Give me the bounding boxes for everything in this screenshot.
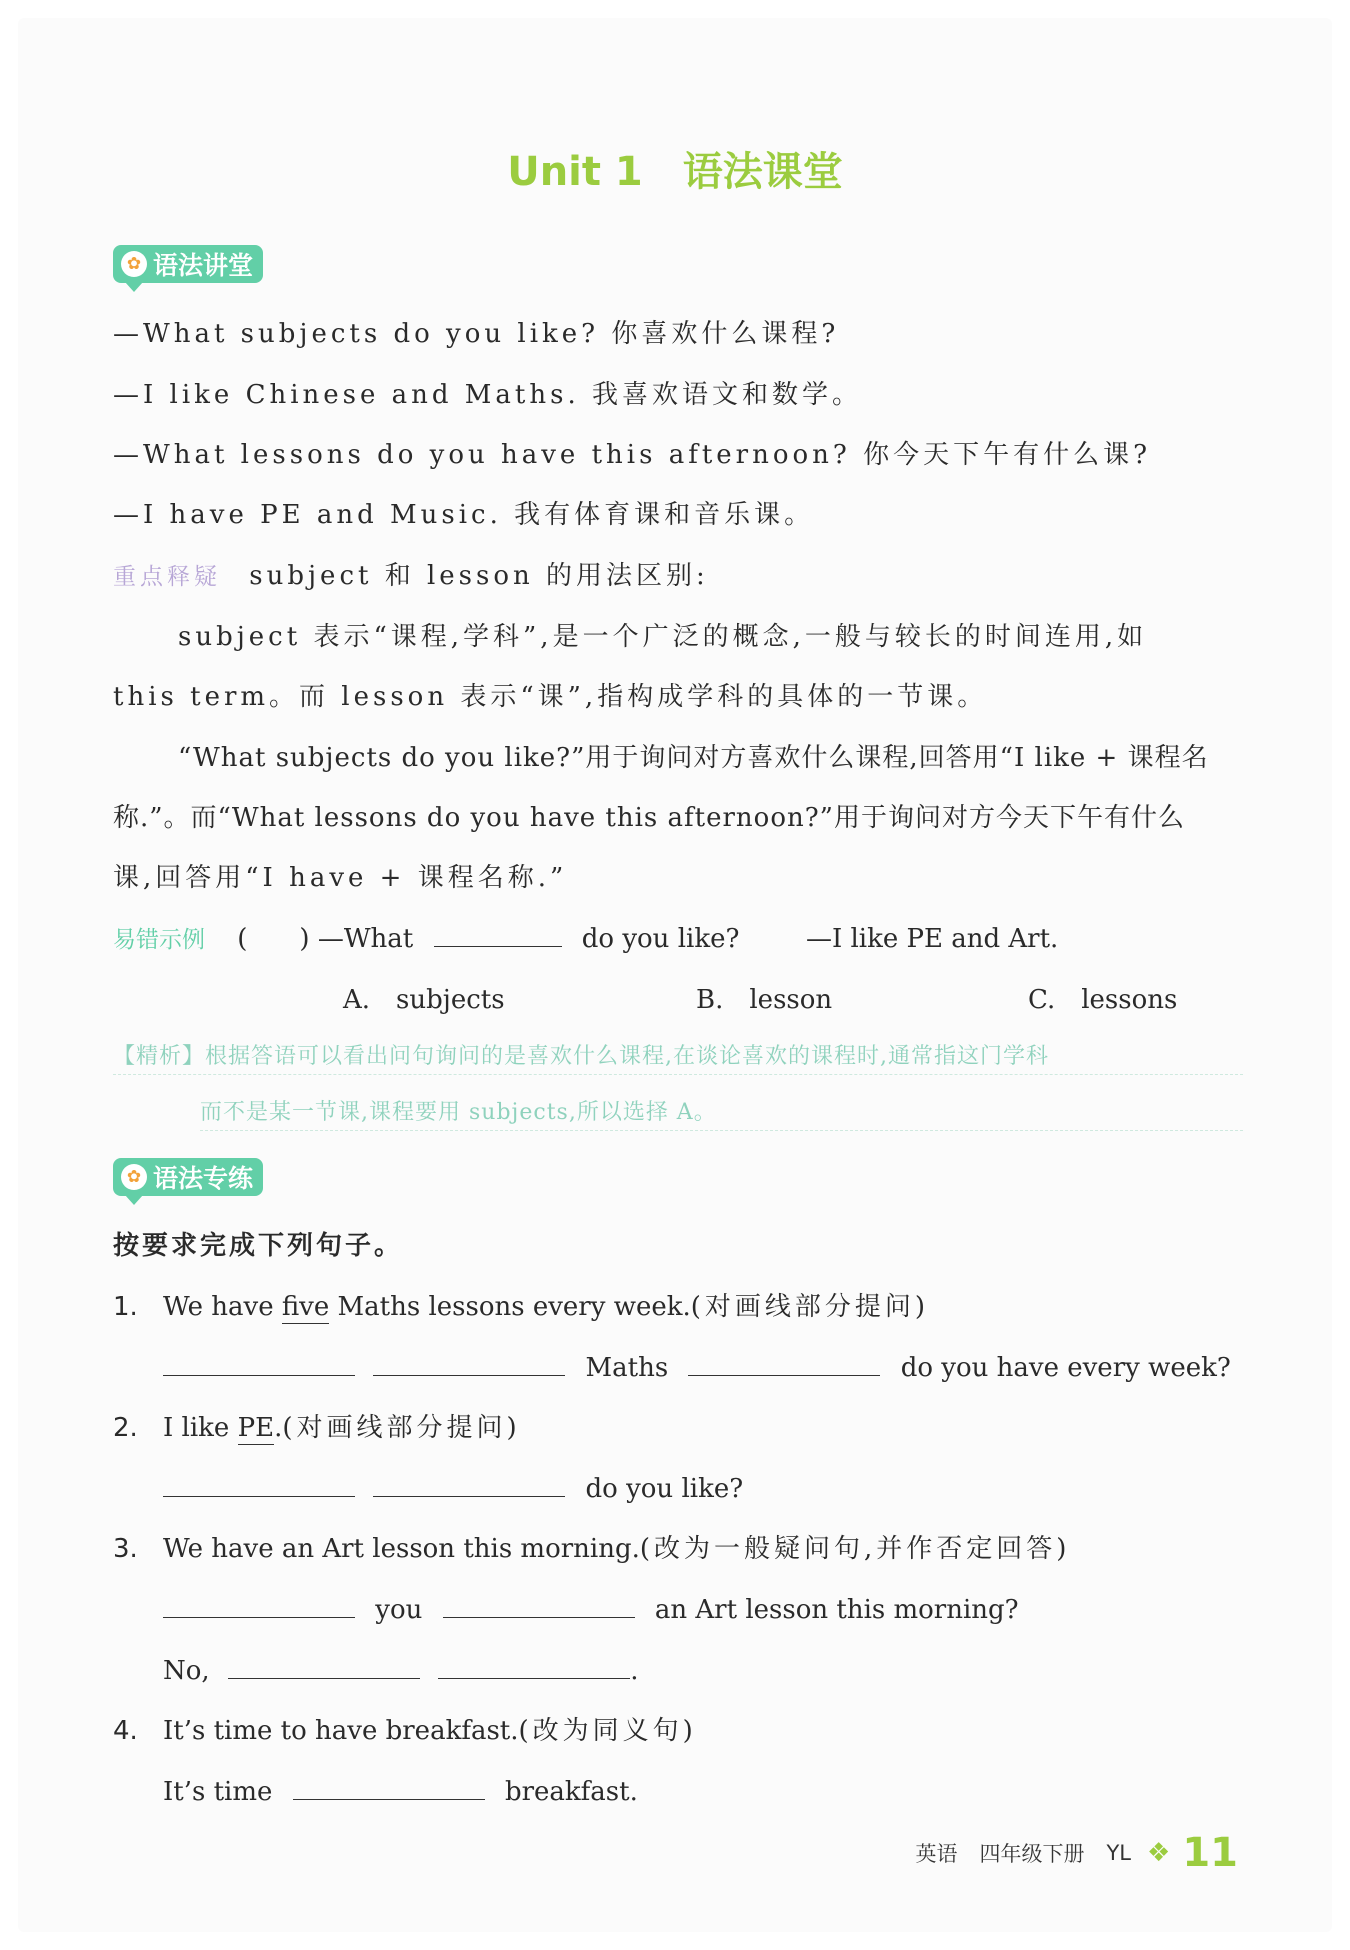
keypoint-title: subject 和 lesson 的用法区别: <box>249 561 709 591</box>
exercise-3-blank-4[interactable] <box>438 1652 630 1679</box>
exercise-4-answer-pre: It’s time <box>163 1777 273 1807</box>
exercise-2-underlined: PE <box>237 1413 275 1443</box>
exercise-1-answer-word1: Maths <box>585 1353 669 1383</box>
page-title: Unit 1 语法课堂 <box>507 149 843 195</box>
exercise-heading: 按要求完成下列句子。 <box>113 1231 404 1261</box>
footer-edition: YL <box>1106 1841 1132 1865</box>
exercise-4-blank-1[interactable] <box>293 1773 485 1800</box>
analysis-line-2: 而不是某一节课,课程要用 subjects,所以选择 A。 <box>200 1096 1243 1131</box>
footer-subject: 英语 <box>915 1842 958 1866</box>
example-question-start: —What <box>317 924 414 954</box>
exercise-3-reply <box>163 1651 1243 1691</box>
keypoint-heading-row <box>113 556 1243 597</box>
exercise-1-number: 1. <box>113 1292 138 1322</box>
dialogue-line-2: —I like Chinese and Maths. 我喜欢语文和数学。 <box>113 380 862 410</box>
exercise-4-note: (改为同义句) <box>518 1716 697 1746</box>
keypoint-para2-line2: 称.”。而“What lessons do you have this afternoon?”用于询问对方今天下午有什么 <box>113 803 1185 833</box>
exercise-3-text: We have an Art lesson this morning. <box>163 1534 640 1564</box>
exercise-1-answer <box>163 1348 1243 1388</box>
exercise-2-answer <box>163 1469 1243 1509</box>
exercise-2-blank-1[interactable] <box>163 1470 355 1497</box>
exercise-1-blank-2[interactable] <box>373 1349 565 1376</box>
exercise-1-blank-3[interactable] <box>688 1349 880 1376</box>
exercise-1-answer-word2: do you have every week? <box>900 1353 1231 1383</box>
example-question-row <box>113 919 1243 960</box>
analysis-line-1: 【精析】根据答语可以看出问句询问的是喜欢什么课程,在谈论喜欢的课程时,通常指这门学科 <box>113 1040 1243 1075</box>
keypoint-tag: 重点释疑 <box>113 564 221 590</box>
exercise-4-text: It’s time to have breakfast. <box>163 1716 519 1746</box>
example-paren: ( ) <box>237 924 310 954</box>
exercise-2-text-post: . <box>274 1413 283 1443</box>
example-blank[interactable] <box>434 920 562 947</box>
exercise-1-blank-1[interactable] <box>163 1349 355 1376</box>
section-badge-label: 语法讲堂 <box>153 251 254 280</box>
page-background <box>18 18 1332 1932</box>
exercise-3-reply-pre: No, <box>163 1656 210 1686</box>
exercise-3-blank-1[interactable] <box>163 1591 355 1618</box>
exercise-1-underlined: five <box>281 1292 330 1322</box>
exercise-2-answer-word1: do you like? <box>585 1474 744 1504</box>
exercise-2-question <box>113 1408 1243 1448</box>
example-option-a: A. subjects <box>343 985 505 1015</box>
page-number: 11 <box>1182 1830 1238 1876</box>
dialogue-line-3: —What lessons do you have this afternoon? 你今天下午有什么课? <box>113 440 1152 470</box>
keypoint-para1-line2: this term。而 lesson 表示“课”,指构成学科的具体的一节课。 <box>113 682 988 712</box>
exercise-2-text-pre: I like <box>163 1413 238 1443</box>
exercise-1-note: (对画线部分提问) <box>690 1292 930 1322</box>
exercise-4-answer-post: breakfast. <box>504 1777 638 1807</box>
example-question-end: do you like? <box>581 924 740 954</box>
exercise-2-number: 2. <box>113 1413 138 1443</box>
exercise-4-question <box>113 1711 1243 1751</box>
exercise-3-answer <box>163 1590 1243 1630</box>
exercise-3-reply-post: . <box>630 1656 639 1686</box>
section-badge-grammar-lecture <box>113 245 263 283</box>
exercise-4-number: 4. <box>113 1716 138 1746</box>
bookmark-icon: ✿ <box>121 1164 147 1190</box>
example-tag: 易错示例 <box>113 927 205 953</box>
exercise-3-question <box>113 1529 1243 1569</box>
diamond-icon: ❖ <box>1147 1838 1171 1868</box>
exercise-3-answer-word2: an Art lesson this morning? <box>654 1595 1019 1625</box>
exercise-3-note: (改为一般疑问句,并作否定回答) <box>639 1534 1071 1564</box>
dialogue-line-1: —What subjects do you like? 你喜欢什么课程? <box>113 319 840 349</box>
section-badge-grammar-practice <box>113 1158 263 1196</box>
example-option-c: C. lessons <box>1028 985 1178 1015</box>
dialogue-line-4: —I have PE and Music. 我有体育课和音乐课。 <box>113 500 815 530</box>
exercise-3-blank-2[interactable] <box>443 1591 635 1618</box>
exercise-2-note: (对画线部分提问) <box>282 1413 521 1443</box>
example-option-b: B. lesson <box>696 985 833 1015</box>
keypoint-para2-line3: 课,回答用“I have + 课程名称.” <box>113 863 568 893</box>
exercise-1-question <box>113 1287 1243 1327</box>
section-badge-label: 语法专练 <box>153 1164 254 1193</box>
keypoint-para2-line1: “What subjects do you like?”用于询问对方喜欢什么课程,回答用“I like + 课程名 <box>178 743 1209 773</box>
example-answer: —I like PE and Art. <box>805 924 1059 954</box>
exercise-1-text-post: Maths lessons every week. <box>329 1292 691 1322</box>
footer-grade: 四年级下册 <box>979 1842 1085 1866</box>
exercise-3-blank-3[interactable] <box>228 1652 420 1679</box>
exercise-2-blank-2[interactable] <box>373 1470 565 1497</box>
bookmark-icon: ✿ <box>121 251 147 277</box>
exercise-3-number: 3. <box>113 1534 138 1564</box>
exercise-4-answer <box>163 1772 1243 1812</box>
keypoint-para1-line1: subject 表示“课程,学科”,是一个广泛的概念,一般与较长的时间连用,如 <box>178 622 1148 652</box>
exercise-1-text-pre: We have <box>163 1292 282 1322</box>
exercise-3-answer-word1: you <box>375 1595 423 1625</box>
page-footer <box>915 1830 1238 1876</box>
